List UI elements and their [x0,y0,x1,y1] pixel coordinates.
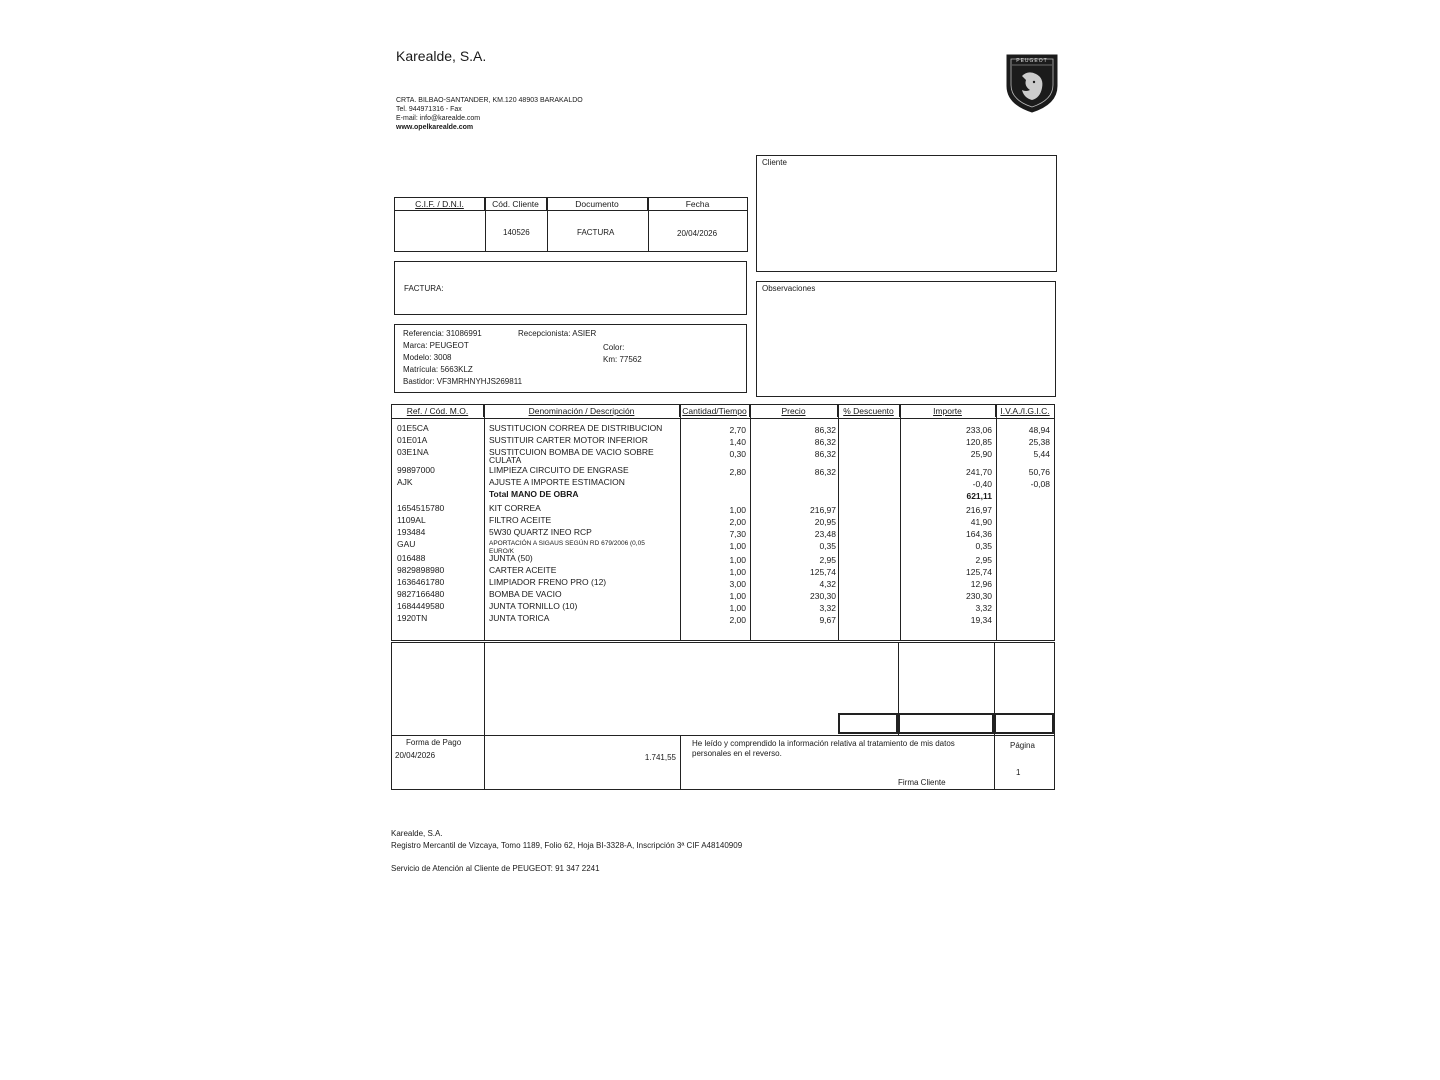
row-description: BOMBA DE VACIO [489,589,562,599]
row-price: 20,95 [814,517,836,527]
row-quantity: 1,00 [729,541,746,551]
row-iva: 48,94 [1028,425,1050,435]
vehicle-marca: Marca: PEUGEOT [403,341,469,350]
bottom-company: Karealde, S.A. [391,829,443,838]
row-price: 125,74 [810,567,836,577]
table-row [392,515,1054,527]
table-row [392,613,1054,625]
company-phone: Tel. 944971316 - Fax [396,106,462,113]
row-ref: 01E01A [397,435,428,445]
discount-header: % Descuento [838,405,900,417]
row-iva: -0,08 [1030,479,1050,489]
row-quantity: 7,30 [729,529,746,539]
fecha-value: 20/04/2026 [677,229,718,238]
forma-pago-date: 20/04/2026 [395,751,436,760]
ref-header: Ref. / Cód. M.O. [392,405,484,417]
row-description: SUSTITCUION BOMBA DE VACIO SOBRE [489,447,654,457]
vehicle-bastidor: Bastidor: VF3MRHNYHJS269811 [403,377,523,386]
bottom-service: Servicio de Atención al Cliente de PEUGEOT: 91 347 2241 [391,864,600,873]
client-box [756,155,1057,272]
row-description: JUNTA (50) [489,553,533,563]
row-quantity: 1,00 [729,603,746,613]
row-quantity: 0,30 [729,449,746,459]
table-row [392,435,1054,447]
price-header: Precio [750,405,838,417]
summary-table [391,642,1055,790]
documento-value: FACTURA [577,228,615,237]
observaciones-label: Observaciones [762,284,816,293]
row-description: CARTER ACEITE [489,565,557,575]
table-row [392,477,1054,489]
row-description: LIMPIEZA CIRCUITO DE ENGRASE [489,465,629,475]
row-price: 86,32 [814,425,836,435]
vehicle-color: Color: [603,343,625,352]
cod-cliente-value: 140526 [503,228,530,237]
row-quantity: 3,00 [729,579,746,589]
row-description: APORTACIÓN A SIGAUS SEGÚN RD 679/2006 (0,05 [489,540,645,547]
iva-header: I.V.A./I.G.I.C. [1000,406,1050,416]
logo-text: PEUGEOT [1016,58,1048,64]
row-amount: 125,74 [966,567,992,577]
table-row [392,565,1054,577]
row-amount: 216,97 [966,505,992,515]
row-ref: 01E5CA [397,423,429,433]
table-row [392,539,1054,555]
firma-cliente-label: Firma Cliente [898,778,946,787]
row-ref: GAU [397,539,416,549]
row-quantity: 1,00 [729,567,746,577]
row-iva: 50,76 [1028,467,1050,477]
table-row [392,465,1054,477]
table-row [392,553,1054,565]
vehicle-recepcionista: Recepcionista: ASIER [518,329,597,338]
row-amount: 12,96 [970,579,992,589]
client-label: Cliente [762,158,787,167]
bottom-registry: Registro Mercantil de Vizcaya, Tomo 1189, Folio 62, Hoja BI-3328-A, Inscripción 3ª CIF A48140909 [391,841,743,850]
row-amount: 164,36 [966,529,992,539]
row-amount: 241,70 [966,467,992,477]
legal-text: He leído y comprendido la información relativa al tratamiento de mis datos personales en el reverso. [692,739,955,758]
row-description: SUSTITUCION CORREA DE DISTRIBUCION [489,423,663,433]
table-row [392,527,1054,539]
row-description: KIT CORREA [489,503,541,513]
forma-pago-label: Forma de Pago [406,738,462,747]
row-amount: 621,11 [966,491,992,501]
row-ref: 016488 [397,553,426,563]
row-amount: 120,85 [966,437,992,447]
row-quantity: 1,40 [729,437,746,447]
row-description: SUSTITUIR CARTER MOTOR INFERIOR [489,435,648,445]
table-row [392,589,1054,601]
row-quantity: 2,00 [729,517,746,527]
table-row [392,503,1054,515]
row-description: 5W30 QUARTZ INEO RCP [489,527,592,537]
row-price: 2,95 [819,555,836,565]
invoice-total: 1.741,55 [644,753,676,762]
row-amount: 41,90 [970,517,992,527]
row-description-continued: CULATA [489,455,522,465]
row-amount: 0,35 [975,541,992,551]
row-price: 4,32 [819,579,836,589]
row-description: FILTRO ACEITE [489,515,552,525]
vehicle-matricula: Matrícula: 5663KLZ [403,365,473,374]
company-address: CRTA. BILBAO-SANTANDER, KM.120 48903 BARAKALDO [396,97,583,104]
row-iva: 5,44 [1033,449,1050,459]
pagina-label: Página [1010,741,1035,750]
row-ref: 9827166480 [397,589,445,599]
documento-header: Documento [547,198,648,210]
row-price: 9,67 [819,615,836,625]
row-quantity: 2,70 [729,425,746,435]
table-row [392,601,1054,613]
row-amount: 230,30 [966,591,992,601]
row-ref: 1684449580 [397,601,445,611]
row-description: JUNTA TORNILLO (10) [489,601,578,611]
row-amount: 19,34 [970,615,992,625]
row-ref: 193484 [397,527,426,537]
row-quantity: 1,00 [729,591,746,601]
company-web: www.opelkarealde.com [396,124,474,131]
row-description: AJUSTE A IMPORTE ESTIMACION [489,477,625,487]
row-price: 86,32 [814,449,836,459]
row-price: 3,32 [819,603,836,613]
cif-header: C.I.F. / D.N.I. [395,198,485,210]
row-description: LIMPIADOR FRENO PRO (12) [489,577,607,587]
amount-header: Importe [900,405,996,417]
totals-cell-2 [898,713,994,734]
cod-cliente-header: Cód. Cliente [485,198,547,210]
row-ref: 1654515780 [397,503,445,513]
row-quantity: 1,00 [729,555,746,565]
row-amount: 233,06 [966,425,992,435]
table-row [392,447,1054,465]
totals-cell-1 [838,713,898,734]
row-description: Total MANO DE OBRA [489,489,579,499]
desc-header: Denominación / Descripción [484,405,680,417]
vehicle-referencia: Referencia: 31086991 [403,329,482,338]
row-price: 23,48 [814,529,836,539]
row-quantity: 1,00 [729,505,746,515]
company-name: Karealde, S.A. [396,48,487,64]
row-ref: 99897000 [397,465,435,475]
table-row [392,423,1054,435]
row-price: 230,30 [810,591,836,601]
vehicle-modelo: Modelo: 3008 [403,353,452,362]
row-description: JUNTA TORICA [489,613,550,623]
factura-box [394,261,747,315]
row-amount: 3,32 [975,603,992,613]
row-description-continued: EURO/K [489,548,514,555]
row-quantity: 2,80 [729,467,746,477]
table-row [392,489,1054,501]
factura-label: FACTURA: [404,284,444,293]
table-row [392,577,1054,589]
row-ref: 03E1NA [397,447,429,457]
row-price: 86,32 [814,467,836,477]
pagina-number: 1 [1016,768,1021,777]
row-iva: 25,38 [1028,437,1050,447]
row-price: 216,97 [810,505,836,515]
row-ref: 1109AL [397,515,426,525]
vehicle-info-box [394,324,747,393]
peugeot-logo-icon [1004,52,1060,114]
row-ref: AJK [397,477,413,487]
row-amount: 25,90 [970,449,992,459]
row-price: 86,32 [814,437,836,447]
company-email: E-mail: info@karealde.com [396,115,481,122]
document-info-table [394,197,748,252]
row-ref: 1636461780 [397,577,445,587]
row-ref: 1920TN [397,613,428,623]
row-ref: 9829898980 [397,565,445,575]
qty-header: Cantidad/Tiempo [680,405,750,417]
invoice-lines-table [391,404,1055,641]
row-quantity: 2,00 [729,615,746,625]
row-price: 0,35 [819,541,836,551]
fecha-header: Fecha [685,199,710,209]
observaciones-box [756,281,1056,397]
row-amount: 2,95 [975,555,992,565]
vehicle-km: Km: 77562 [603,355,642,364]
totals-cell-3 [994,713,1054,734]
row-amount: -0,40 [972,479,992,489]
